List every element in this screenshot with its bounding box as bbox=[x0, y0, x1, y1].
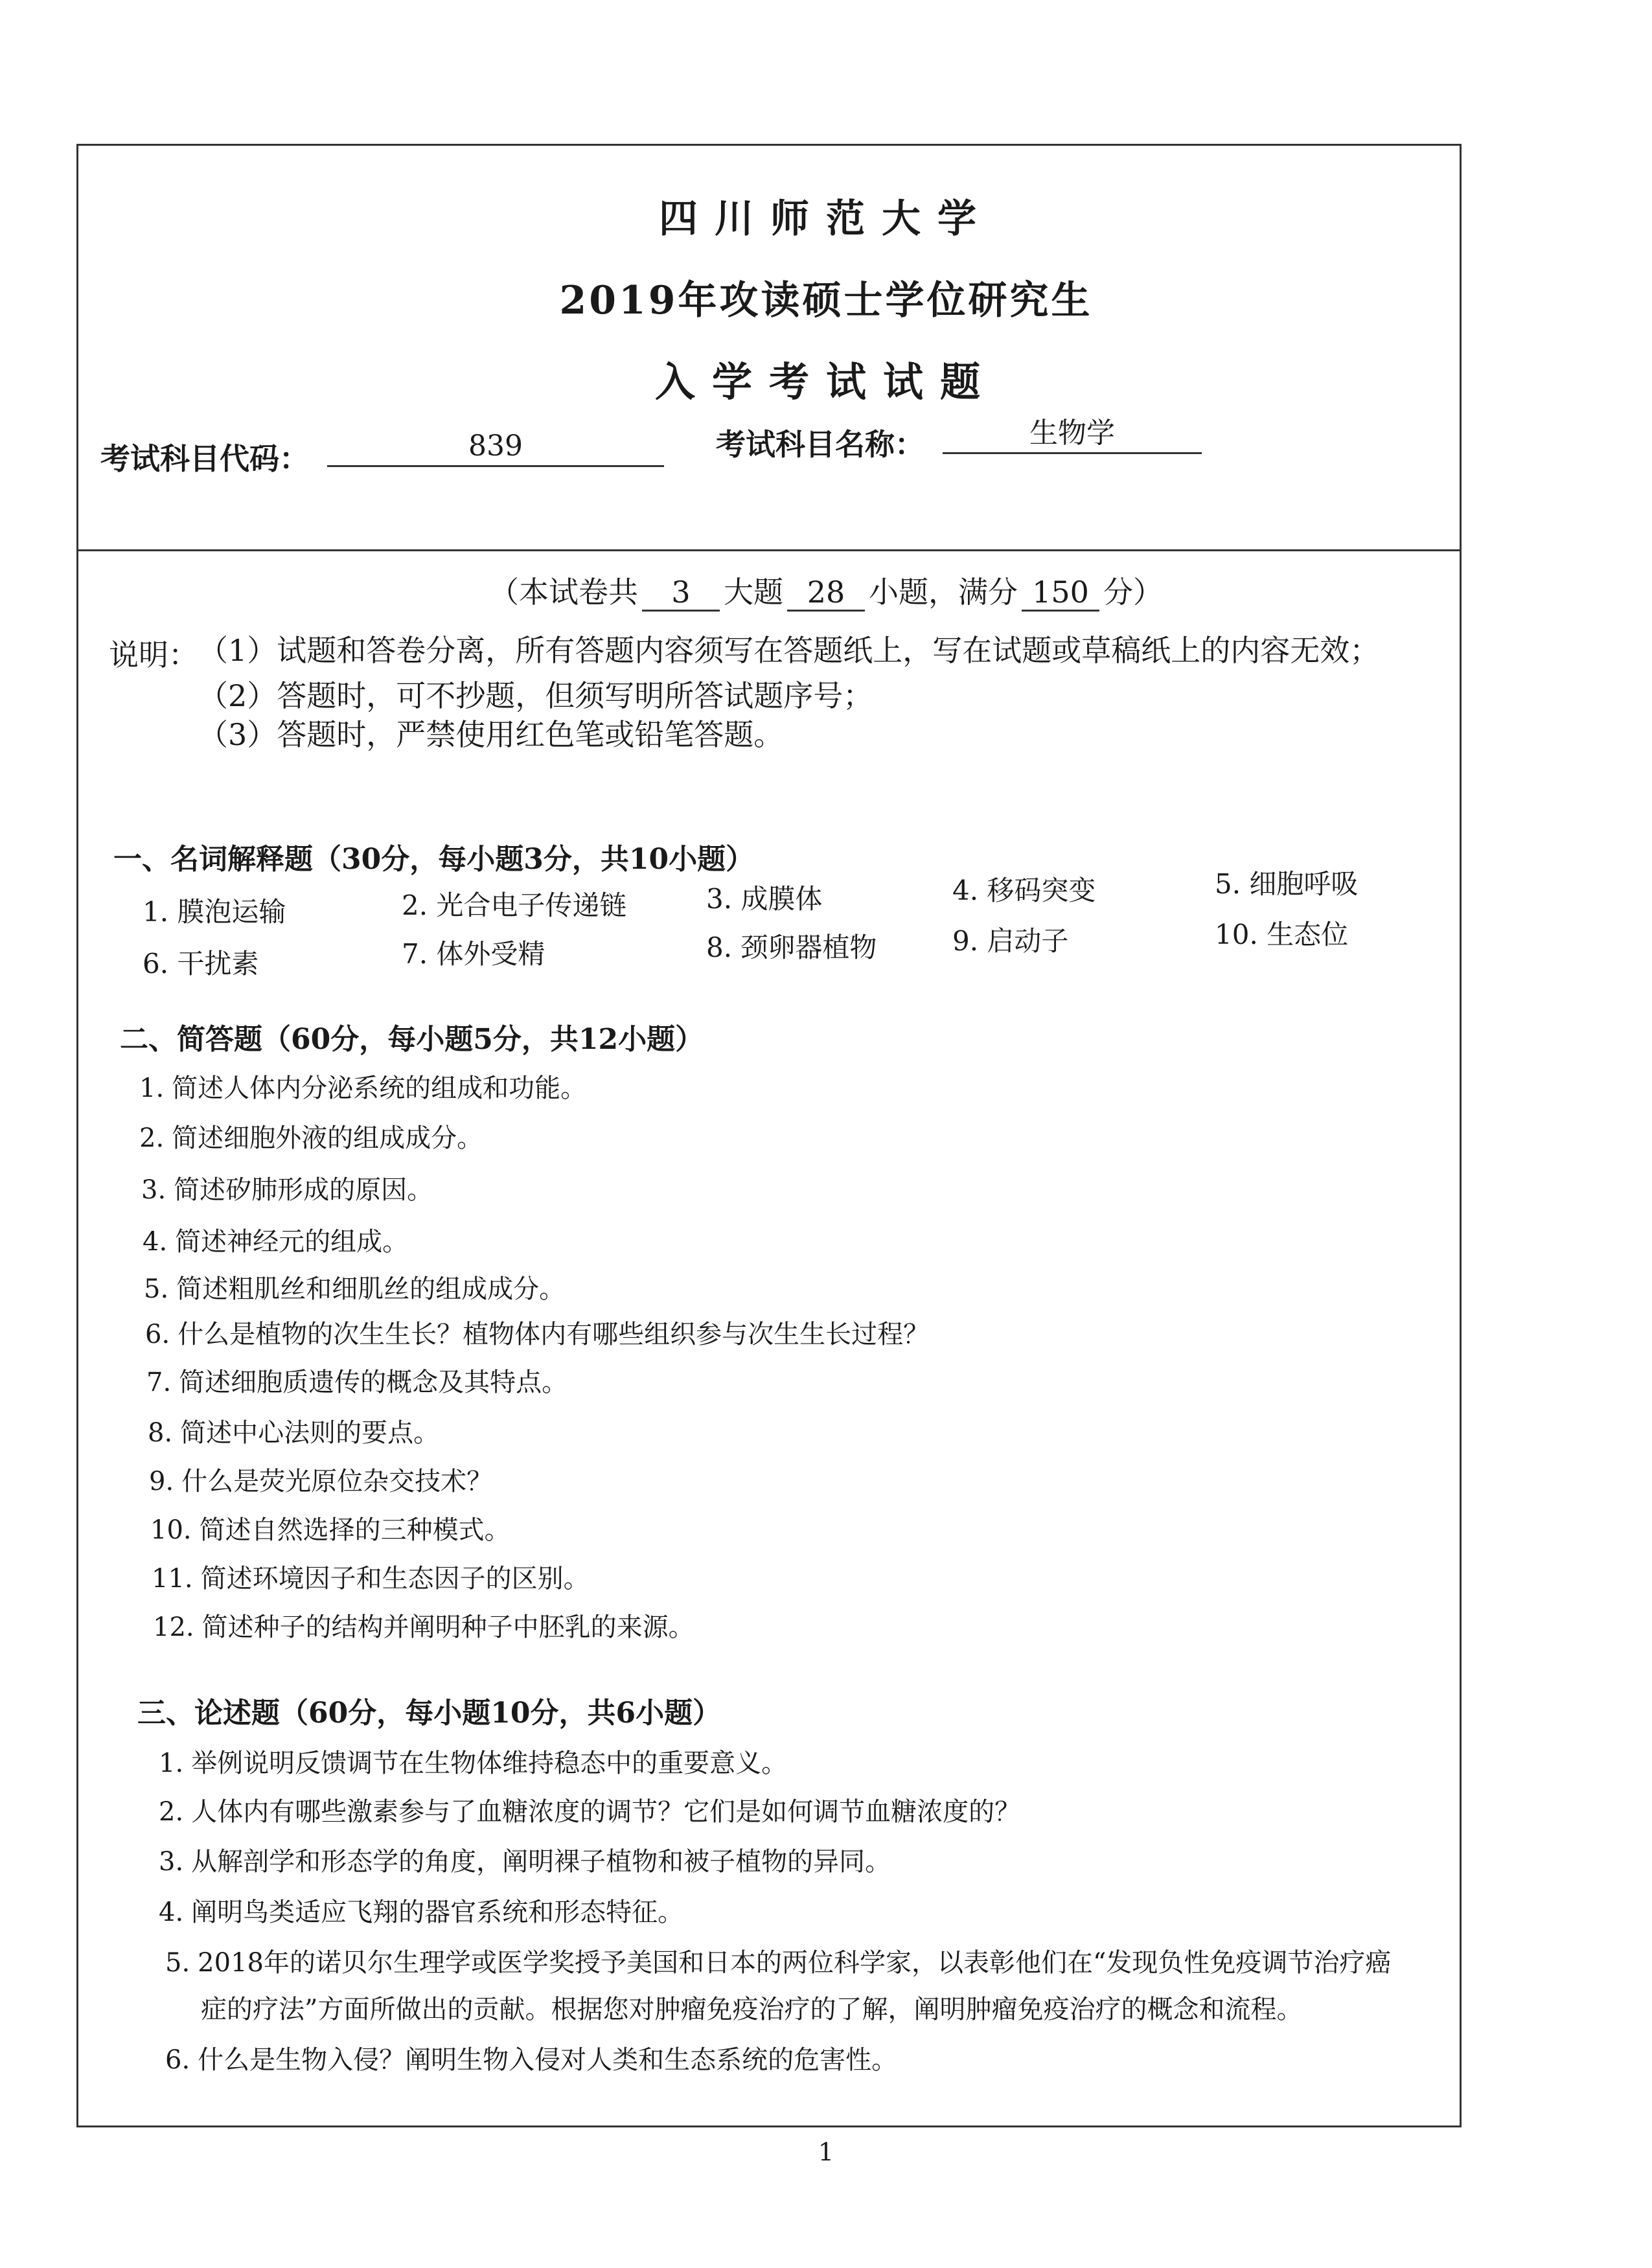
summary-big-count: 3 bbox=[642, 575, 720, 612]
summary-full-score: 150 bbox=[1022, 575, 1099, 612]
question-number: 3. bbox=[141, 1175, 166, 1205]
question-item bbox=[149, 1461, 492, 1498]
question-item bbox=[153, 1607, 694, 1644]
question-text: 简述粗肌丝和细肌丝的组成成分。 bbox=[176, 1274, 566, 1304]
question-number: 1. bbox=[159, 1748, 184, 1778]
question-text: 什么是生物入侵？阐明生物入侵对人类和生态系统的危害性。 bbox=[198, 2045, 898, 2075]
term-item: 4. 移码突变 bbox=[952, 875, 1096, 906]
question-text: 2018年的诺贝尔生理学或医学奖授予美国和日本的两位科学家，以表彰他们在“发现负性免疫调节治疗癌 bbox=[198, 1948, 1392, 1978]
question-item bbox=[159, 1743, 787, 1780]
question-number: 1. bbox=[139, 1073, 165, 1103]
question-item bbox=[152, 1558, 590, 1595]
note-item: （3）答题时，严禁使用红色笔或铅笔答题。 bbox=[198, 717, 784, 752]
question-number: 4. bbox=[159, 1897, 184, 1927]
exam-title: 2019年攻读硕士学位研究生 bbox=[559, 278, 1093, 323]
question-number: 4. bbox=[143, 1227, 168, 1257]
exam-subtitle: 入学考试试题 bbox=[654, 358, 997, 406]
note-item: （1）试题和答卷分离，所有答题内容须写在答题纸上，写在试题或草稿纸上的内容无效； bbox=[198, 633, 1380, 668]
question-number: 5. bbox=[144, 1274, 169, 1304]
question-item bbox=[139, 1068, 586, 1105]
question-text: 症的疗法”方面所做出的贡献。根据您对肿瘤免疫治疗的了解，阐明肿瘤免疫治疗的概念和流程。 bbox=[201, 1995, 1303, 2024]
question-text: 什么是植物的次生生长？植物体内有哪些组织参与次生生长过程？ bbox=[178, 1320, 930, 1349]
question-text: 简述环境因子和生态因子的区别。 bbox=[200, 1564, 590, 1594]
question-text: 简述细胞质遗传的概念及其特点。 bbox=[179, 1368, 568, 1397]
header-divider bbox=[76, 549, 1462, 551]
question-number: 11. bbox=[152, 1564, 193, 1594]
note-item: （2）答题时，可不抄题，但须写明所答试题序号； bbox=[198, 678, 873, 713]
question-text: 简述人体内分泌系统的组成和功能。 bbox=[172, 1073, 587, 1103]
question-item bbox=[165, 1942, 1391, 1979]
summary-prefix: （本试卷共 bbox=[489, 575, 638, 610]
question-number: 7. bbox=[146, 1368, 172, 1397]
term-item: 7. 体外受精 bbox=[402, 938, 545, 970]
subject-code-value: 839 bbox=[327, 428, 664, 467]
summary-mid1: 大题 bbox=[724, 575, 783, 610]
question-item bbox=[150, 1509, 511, 1546]
question-item bbox=[139, 1117, 483, 1154]
notes-label: 说明： bbox=[109, 637, 198, 672]
question-text: 简述神经元的组成。 bbox=[175, 1227, 409, 1257]
question-item bbox=[143, 1221, 408, 1258]
question-text: 简述种子的结构并阐明种子中胚乳的来源。 bbox=[201, 1612, 694, 1642]
question-number: 2. bbox=[159, 1797, 184, 1827]
question-text: 从解剖学和形态学的角度，阐明裸子植物和被子植物的异同。 bbox=[191, 1847, 891, 1877]
question-text: 简述自然选择的三种模式。 bbox=[199, 1515, 511, 1545]
question-item bbox=[146, 1362, 568, 1399]
term-item: 2. 光合电子传递链 bbox=[402, 889, 627, 921]
section1-heading: 一、名词解释题（30分，每小题3分，共10小题） bbox=[113, 843, 755, 876]
question-number: 9. bbox=[149, 1467, 174, 1496]
question-item bbox=[159, 1841, 891, 1878]
question-item-continued bbox=[201, 1989, 1302, 2026]
question-item bbox=[144, 1268, 565, 1305]
question-item bbox=[148, 1412, 439, 1449]
subject-code-label: 考试科目代码： bbox=[100, 441, 309, 476]
question-text: 简述中心法则的要点。 bbox=[180, 1418, 440, 1448]
term-item: 8. 颈卵器植物 bbox=[706, 932, 877, 963]
term-item: 5. 细胞呼吸 bbox=[1215, 868, 1359, 900]
question-item bbox=[159, 1892, 683, 1929]
question-number: 6. bbox=[165, 2045, 190, 2075]
term-item: 6. 干扰素 bbox=[143, 948, 259, 979]
question-number: 8. bbox=[148, 1418, 173, 1448]
university-name: 四川师范大学 bbox=[659, 196, 993, 242]
question-item bbox=[141, 1169, 433, 1206]
question-text: 举例说明反馈调节在生物体维持稳态中的重要意义。 bbox=[191, 1748, 788, 1778]
question-text: 阐明鸟类适应飞翔的器官系统和形态特征。 bbox=[191, 1897, 684, 1927]
question-number: 5. bbox=[165, 1948, 190, 1978]
question-number: 10. bbox=[150, 1515, 192, 1545]
term-item: 1. 膜泡运输 bbox=[143, 896, 286, 928]
question-text: 什么是荧光原位杂交技术？ bbox=[181, 1467, 493, 1496]
question-number: 3. bbox=[159, 1847, 184, 1877]
exam-summary bbox=[0, 569, 1652, 612]
question-item bbox=[159, 1791, 1020, 1828]
question-text: 简述细胞外液的组成成分。 bbox=[172, 1123, 483, 1153]
subject-name-label: 考试科目名称： bbox=[716, 427, 924, 462]
section3-heading: 三、论述题（60分，每小题10分，共6小题） bbox=[137, 1697, 722, 1730]
section2-heading: 二、简答题（60分，每小题5分，共12小题） bbox=[120, 1023, 704, 1056]
question-number: 12. bbox=[153, 1612, 194, 1642]
summary-small-count: 28 bbox=[787, 575, 865, 612]
question-number: 2. bbox=[139, 1123, 165, 1153]
question-item bbox=[145, 1314, 929, 1351]
term-item: 9. 启动子 bbox=[952, 925, 1069, 957]
summary-suffix: 分） bbox=[1103, 575, 1163, 610]
question-text: 人体内有哪些激素参与了血糖浓度的调节？它们是如何调节血糖浓度的？ bbox=[191, 1797, 1021, 1827]
question-number: 6. bbox=[145, 1320, 170, 1349]
page-number: 1 bbox=[818, 2138, 834, 2166]
summary-mid2: 小题，满分 bbox=[869, 575, 1018, 610]
subject-name-value: 生物学 bbox=[943, 415, 1202, 454]
term-item: 10. 生态位 bbox=[1215, 919, 1349, 950]
term-item: 3. 成膜体 bbox=[706, 883, 823, 915]
question-text: 简述矽肺形成的原因。 bbox=[174, 1175, 433, 1205]
question-item bbox=[165, 2039, 897, 2076]
